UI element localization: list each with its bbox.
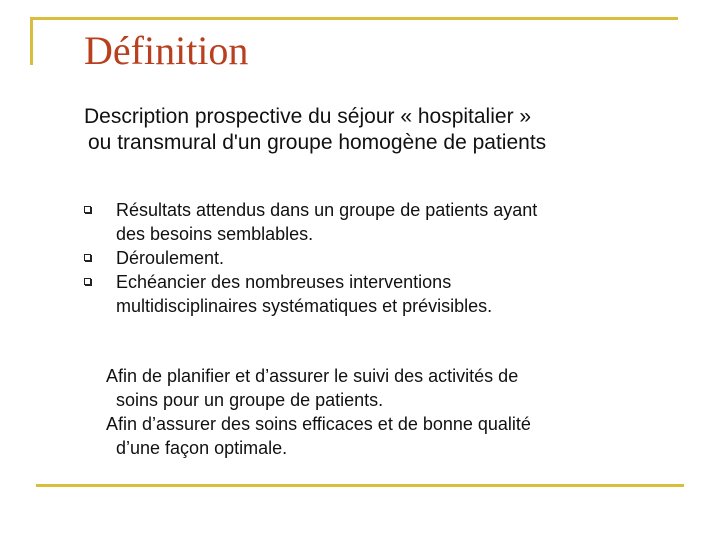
intro-line: ou transmural d'un groupe homogène de patients xyxy=(88,131,547,154)
bullet-line: Déroulement. xyxy=(116,248,225,268)
bullet-line: Echéancier des nombreuses interventions xyxy=(116,272,452,292)
slide-title: Définition xyxy=(84,28,249,73)
outro-paragraph xyxy=(106,412,686,460)
outro-block xyxy=(106,364,686,460)
frame-top-rule xyxy=(30,17,678,20)
outro-paragraph xyxy=(106,364,686,412)
bullet-line: Résultats attendus dans un groupe de patients ayant xyxy=(116,200,538,220)
bullet-item xyxy=(84,270,684,318)
outro-line: Afin d’assurer des soins efficaces et de bonne qualité xyxy=(106,414,531,434)
bullet-text xyxy=(116,198,684,246)
square-bullet-icon xyxy=(84,254,91,261)
outro-line: d’une façon optimale. xyxy=(116,438,288,458)
bullet-line: des besoins semblables. xyxy=(116,224,314,244)
outro-line: soins pour un groupe de patients. xyxy=(116,390,384,410)
bullet-line: multidisciplinaires systématiques et prévisibles. xyxy=(116,296,493,316)
square-bullet-icon xyxy=(84,278,91,285)
intro-line: Description prospective du séjour « hospitalier » xyxy=(84,105,532,128)
bullet-text xyxy=(116,246,684,270)
square-bullet-icon xyxy=(84,206,91,213)
frame-left-rule xyxy=(30,17,33,65)
frame-bottom-rule xyxy=(36,484,684,487)
bullet-list xyxy=(84,198,684,318)
bullet-item xyxy=(84,246,684,270)
bullet-item xyxy=(84,198,684,246)
intro-paragraph xyxy=(84,104,684,156)
bullet-text xyxy=(116,270,684,318)
outro-line: Afin de planifier et d’assurer le suivi des activités de xyxy=(106,366,519,386)
